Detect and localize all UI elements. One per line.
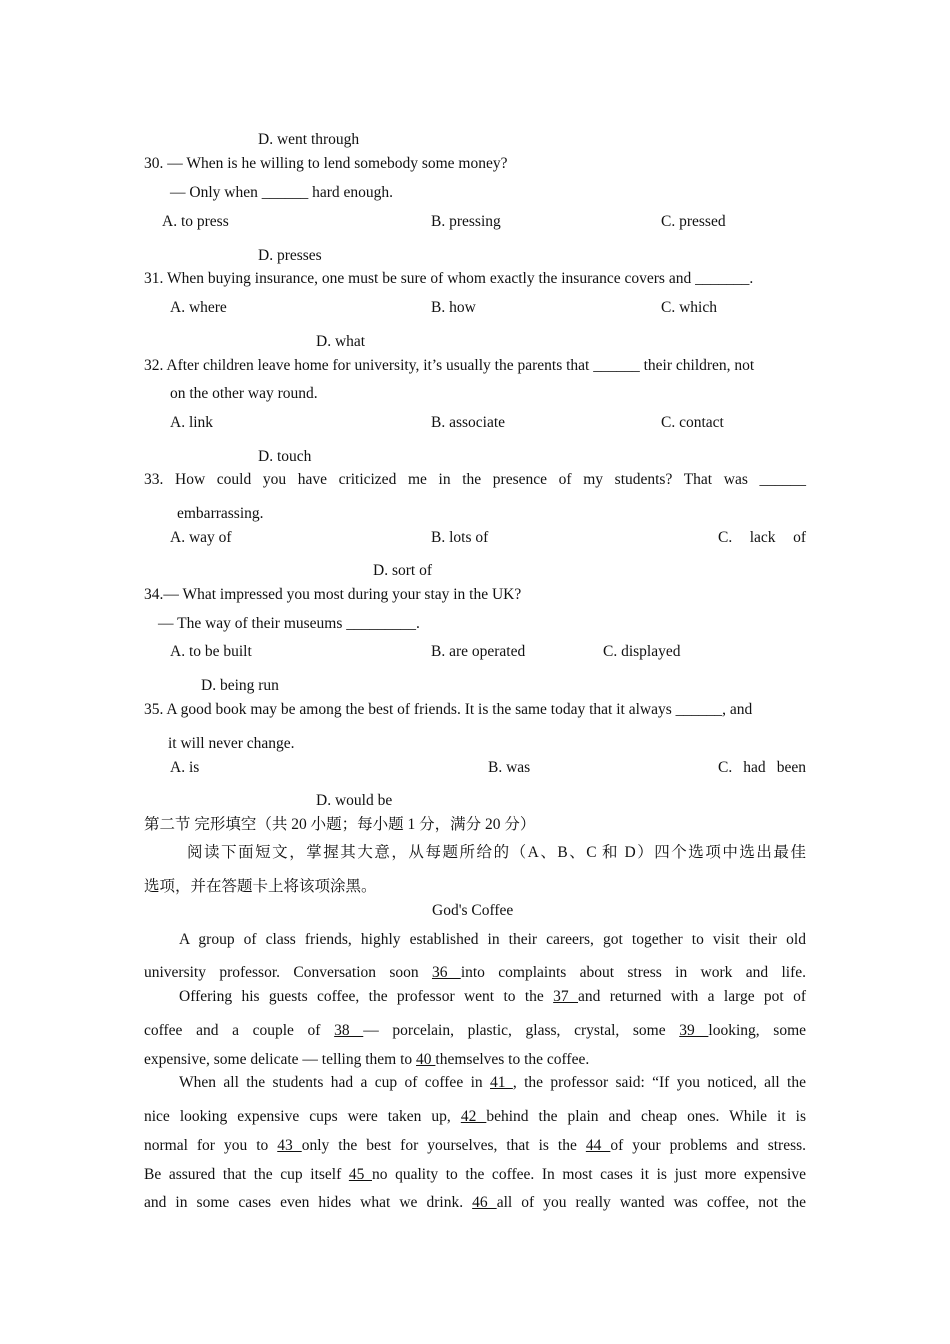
q32-stem-line2: on the other way round. [170, 385, 318, 402]
passage-p1-line1: A group of class friends, highly established in their careers, got together to visit their old [179, 931, 806, 948]
q35-option-a: A. is [170, 759, 200, 776]
q31-option-a: A. where [170, 299, 227, 316]
q30-stem: 30. — When is he willing to lend somebody some money? [144, 155, 508, 172]
q30-option-c: C. pressed [661, 213, 726, 230]
q33-option-b: B. lots of [431, 529, 489, 546]
blank-36[interactable]: 36 [431, 964, 461, 981]
blank-44[interactable]: 44 [585, 1137, 611, 1154]
passage-title: God's Coffee [432, 902, 514, 919]
section2-instruction: 阅读下面短文，掌握其大意，从每题所给的（A、B、C 和 D）四个选项中选出最佳 [187, 844, 806, 861]
passage-p3-line1: When all the students had a cup of coffee in 41 , the professor said: “If you noticed, all the [179, 1074, 806, 1091]
q34-option-b: B. are operated [431, 643, 526, 660]
q32-option-c: C. contact [661, 414, 724, 431]
passage-p3-line4: Be assured that the cup itself 45 no quality to the coffee. In most cases it is just more expensive [144, 1166, 806, 1183]
q33-stem-line2: embarrassing. [177, 505, 264, 522]
q34-stem-line2: — The way of their museums _________. [158, 615, 420, 632]
q30-option-a: A. to press [162, 213, 229, 230]
blank-45[interactable]: 45 [348, 1166, 372, 1183]
q33-option-d: D. sort of [373, 562, 432, 579]
section2-instruction-line2: 选项，并在答题卡上将该项涂黑。 [144, 878, 377, 895]
q34-stem: 34.— What impressed you most during your stay in the UK? [144, 586, 522, 603]
passage-p3-line3: normal for you to 43 only the best for yourselves, that is the 44 of your problems and stress. [144, 1137, 807, 1154]
blank-37[interactable]: 37 [553, 988, 579, 1005]
q34-option-c: C. displayed [603, 643, 681, 660]
q31-stem: 31. When buying insurance, one must be sure of whom exactly the insurance covers and _______. [144, 270, 754, 287]
blank-40[interactable]: 40 [416, 1051, 436, 1068]
q34-option-a: A. to be built [170, 643, 252, 660]
q35-stem-line2: it will never change. [168, 735, 295, 752]
blank-42[interactable]: 42 [460, 1108, 487, 1125]
passage-p3-line5: and in some cases even hides what we drink. 46 all of you really wanted was coffee, not the [144, 1194, 806, 1211]
passage-p2-line1: Offering his guests coffee, the professor went to the 37 and returned with a large pot of [179, 988, 807, 1005]
q35-option-d: D. would be [316, 792, 393, 809]
passage-p2-line2: coffee and a couple of 38 — porcelain, plastic, glass, crystal, some 39 looking, some [144, 1022, 807, 1039]
q31-option-c: C. which [661, 299, 717, 316]
section2-heading: 第二节 完形填空（共 20 小题；每小题 1 分，满分 20 分） [144, 816, 536, 833]
q33-stem: 33. How could you have criticized me in the presence of my students? That was ______ [144, 471, 806, 488]
q30-stem-line2: — Only when ______ hard enough. [170, 184, 393, 201]
q34-option-d: D. being run [201, 677, 279, 694]
blank-39[interactable]: 39 [679, 1022, 709, 1039]
blank-41[interactable]: 41 [490, 1074, 513, 1091]
q30-option-d: D. presses [258, 247, 322, 264]
passage-p1-line2: university professor. Conversation soon 36 into complaints about stress in work and life. [144, 964, 806, 981]
q29-option-d: D. went through [258, 131, 360, 148]
q35-stem: 35. A good book may be among the best of friends. It is the same today that it always ______, and [144, 701, 753, 718]
passage-p2-line3: expensive, some delicate — telling them to 40 themselves to the coffee. [144, 1051, 590, 1068]
blank-43[interactable]: 43 [277, 1137, 302, 1154]
q32-option-b: B. associate [431, 414, 506, 431]
q31-option-d: D. what [316, 333, 366, 350]
passage-p3-line2: nice looking expensive cups were taken up, 42 behind the plain and cheap ones. While it is [144, 1108, 807, 1125]
q35-option-c: C. had been [718, 759, 806, 776]
q31-option-b: B. how [431, 299, 476, 316]
q33-option-c: C. lack of [718, 529, 806, 546]
blank-38[interactable]: 38 [334, 1022, 364, 1039]
q35-option-b: B. was [488, 759, 531, 776]
q33-option-a: A. way of [170, 529, 232, 546]
blank-46[interactable]: 46 [472, 1194, 497, 1211]
q32-option-d: D. touch [258, 448, 312, 465]
q30-option-b: B. pressing [431, 213, 501, 230]
q32-option-a: A. link [170, 414, 214, 431]
q32-stem: 32. After children leave home for university, it’s usually the parents that ______ their children, not [144, 357, 755, 374]
